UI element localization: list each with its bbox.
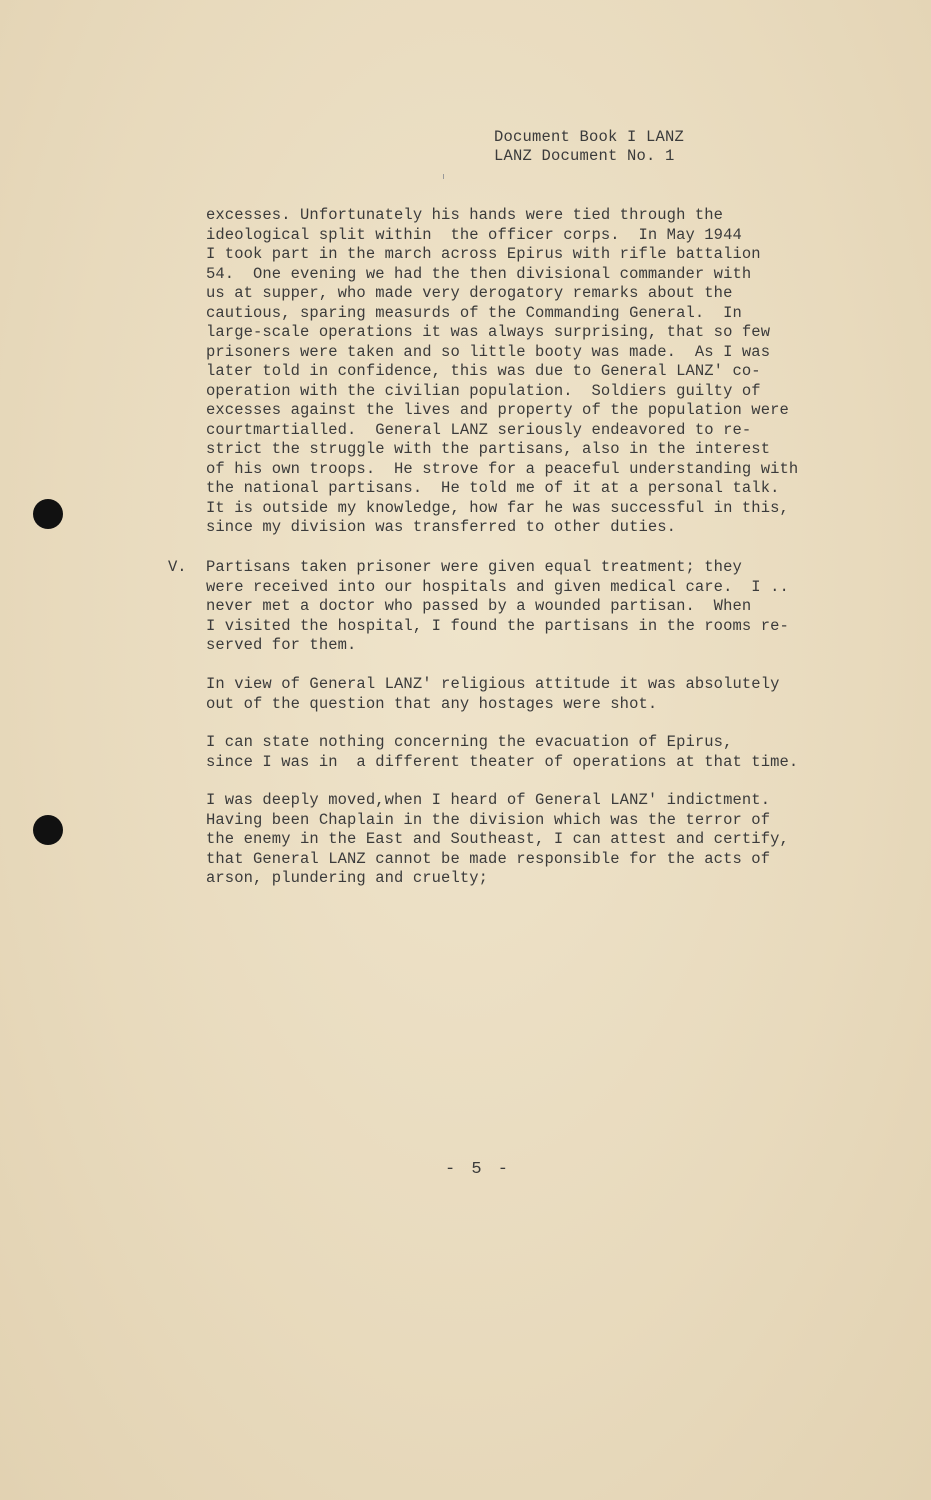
text-line: were received into our hospitals and given medical care. I .. [206,577,789,596]
text-line: the national partisans. He told me of it at a personal talk. [206,479,780,497]
text-line: arson, plundering and cruelty; [206,869,489,887]
page-number: - 5 - [445,1160,512,1179]
header-line-2: LANZ Document No. 1 [494,147,675,165]
header-line-1: Document Book I LANZ [494,128,685,146]
text-line: excesses against the lives and property of the population were [206,401,789,419]
text-line: It is outside my knowledge, how far he was successful in this, [206,498,789,517]
text-line: excesses. Unfortunately his hands were tied through the [206,206,724,224]
text-line: us at supper, who made very derogatory remarks about the [206,284,733,302]
text-line: I took part in the march across Epirus with rifle battalion [206,245,761,263]
text-line: prisoners were taken and so little booty was made. As I was [206,342,771,361]
text-line: cautious, sparing measurds of the Commanding General. In [206,303,742,322]
text-line: I visited the hospital, I found the partisans in the rooms re- [206,616,789,635]
text-line: that General LANZ cannot be made responsible for the acts of [206,849,771,868]
text-line: of his own troops. He strove for a peaceful understanding with [206,459,799,478]
text-line: Partisans taken prisoner were given equal treatment; they [206,558,742,576]
paragraph-3 [206,675,826,714]
text-line: 54. One evening we had the then divisional commander with [206,264,752,283]
paragraph-4 [206,733,826,772]
text-line: later told in confidence, this was due to General LANZ' co- [206,362,761,380]
text-line: Having been Chaplain in the division which was the terror of [206,810,771,829]
text-line: ideological split within the officer corps. In May 1944 [206,225,742,244]
text-line: served for them. [206,636,357,654]
document-header [494,128,684,166]
text-line: since my division was transferred to other duties. [206,518,677,536]
text-line: courtmartialled. General LANZ seriously endeavored to re- [206,420,752,439]
text-line: the enemy in the East and Southeast, I can attest and certify, [206,830,789,848]
text-line: I can state nothing concerning the evacuation of Epirus, [206,733,733,751]
text-line: I was deeply moved,when I heard of General LANZ' indictment. [206,791,771,809]
punch-hole [33,499,63,529]
text-line: out of the question that any hostages were shot. [206,694,658,713]
paragraph-5 [206,791,826,889]
section-number: V. [168,558,187,576]
text-line: never met a doctor who passed by a wounded partisan. When [206,597,752,615]
text-line: In view of General LANZ' religious attitude it was absolutely [206,675,780,693]
text-line: large-scale operations it was always surprising, that so few [206,323,771,341]
text-line: operation with the civilian population. Soldiers guilty of [206,381,761,400]
text-line: strict the struggle with the partisans, also in the interest [206,440,771,458]
paragraph-1 [206,206,826,538]
paragraph-2 [206,558,826,656]
punch-hole [33,815,63,845]
text-line: since I was in a different theater of operations at that time. [206,752,799,771]
stray-mark [443,174,444,179]
